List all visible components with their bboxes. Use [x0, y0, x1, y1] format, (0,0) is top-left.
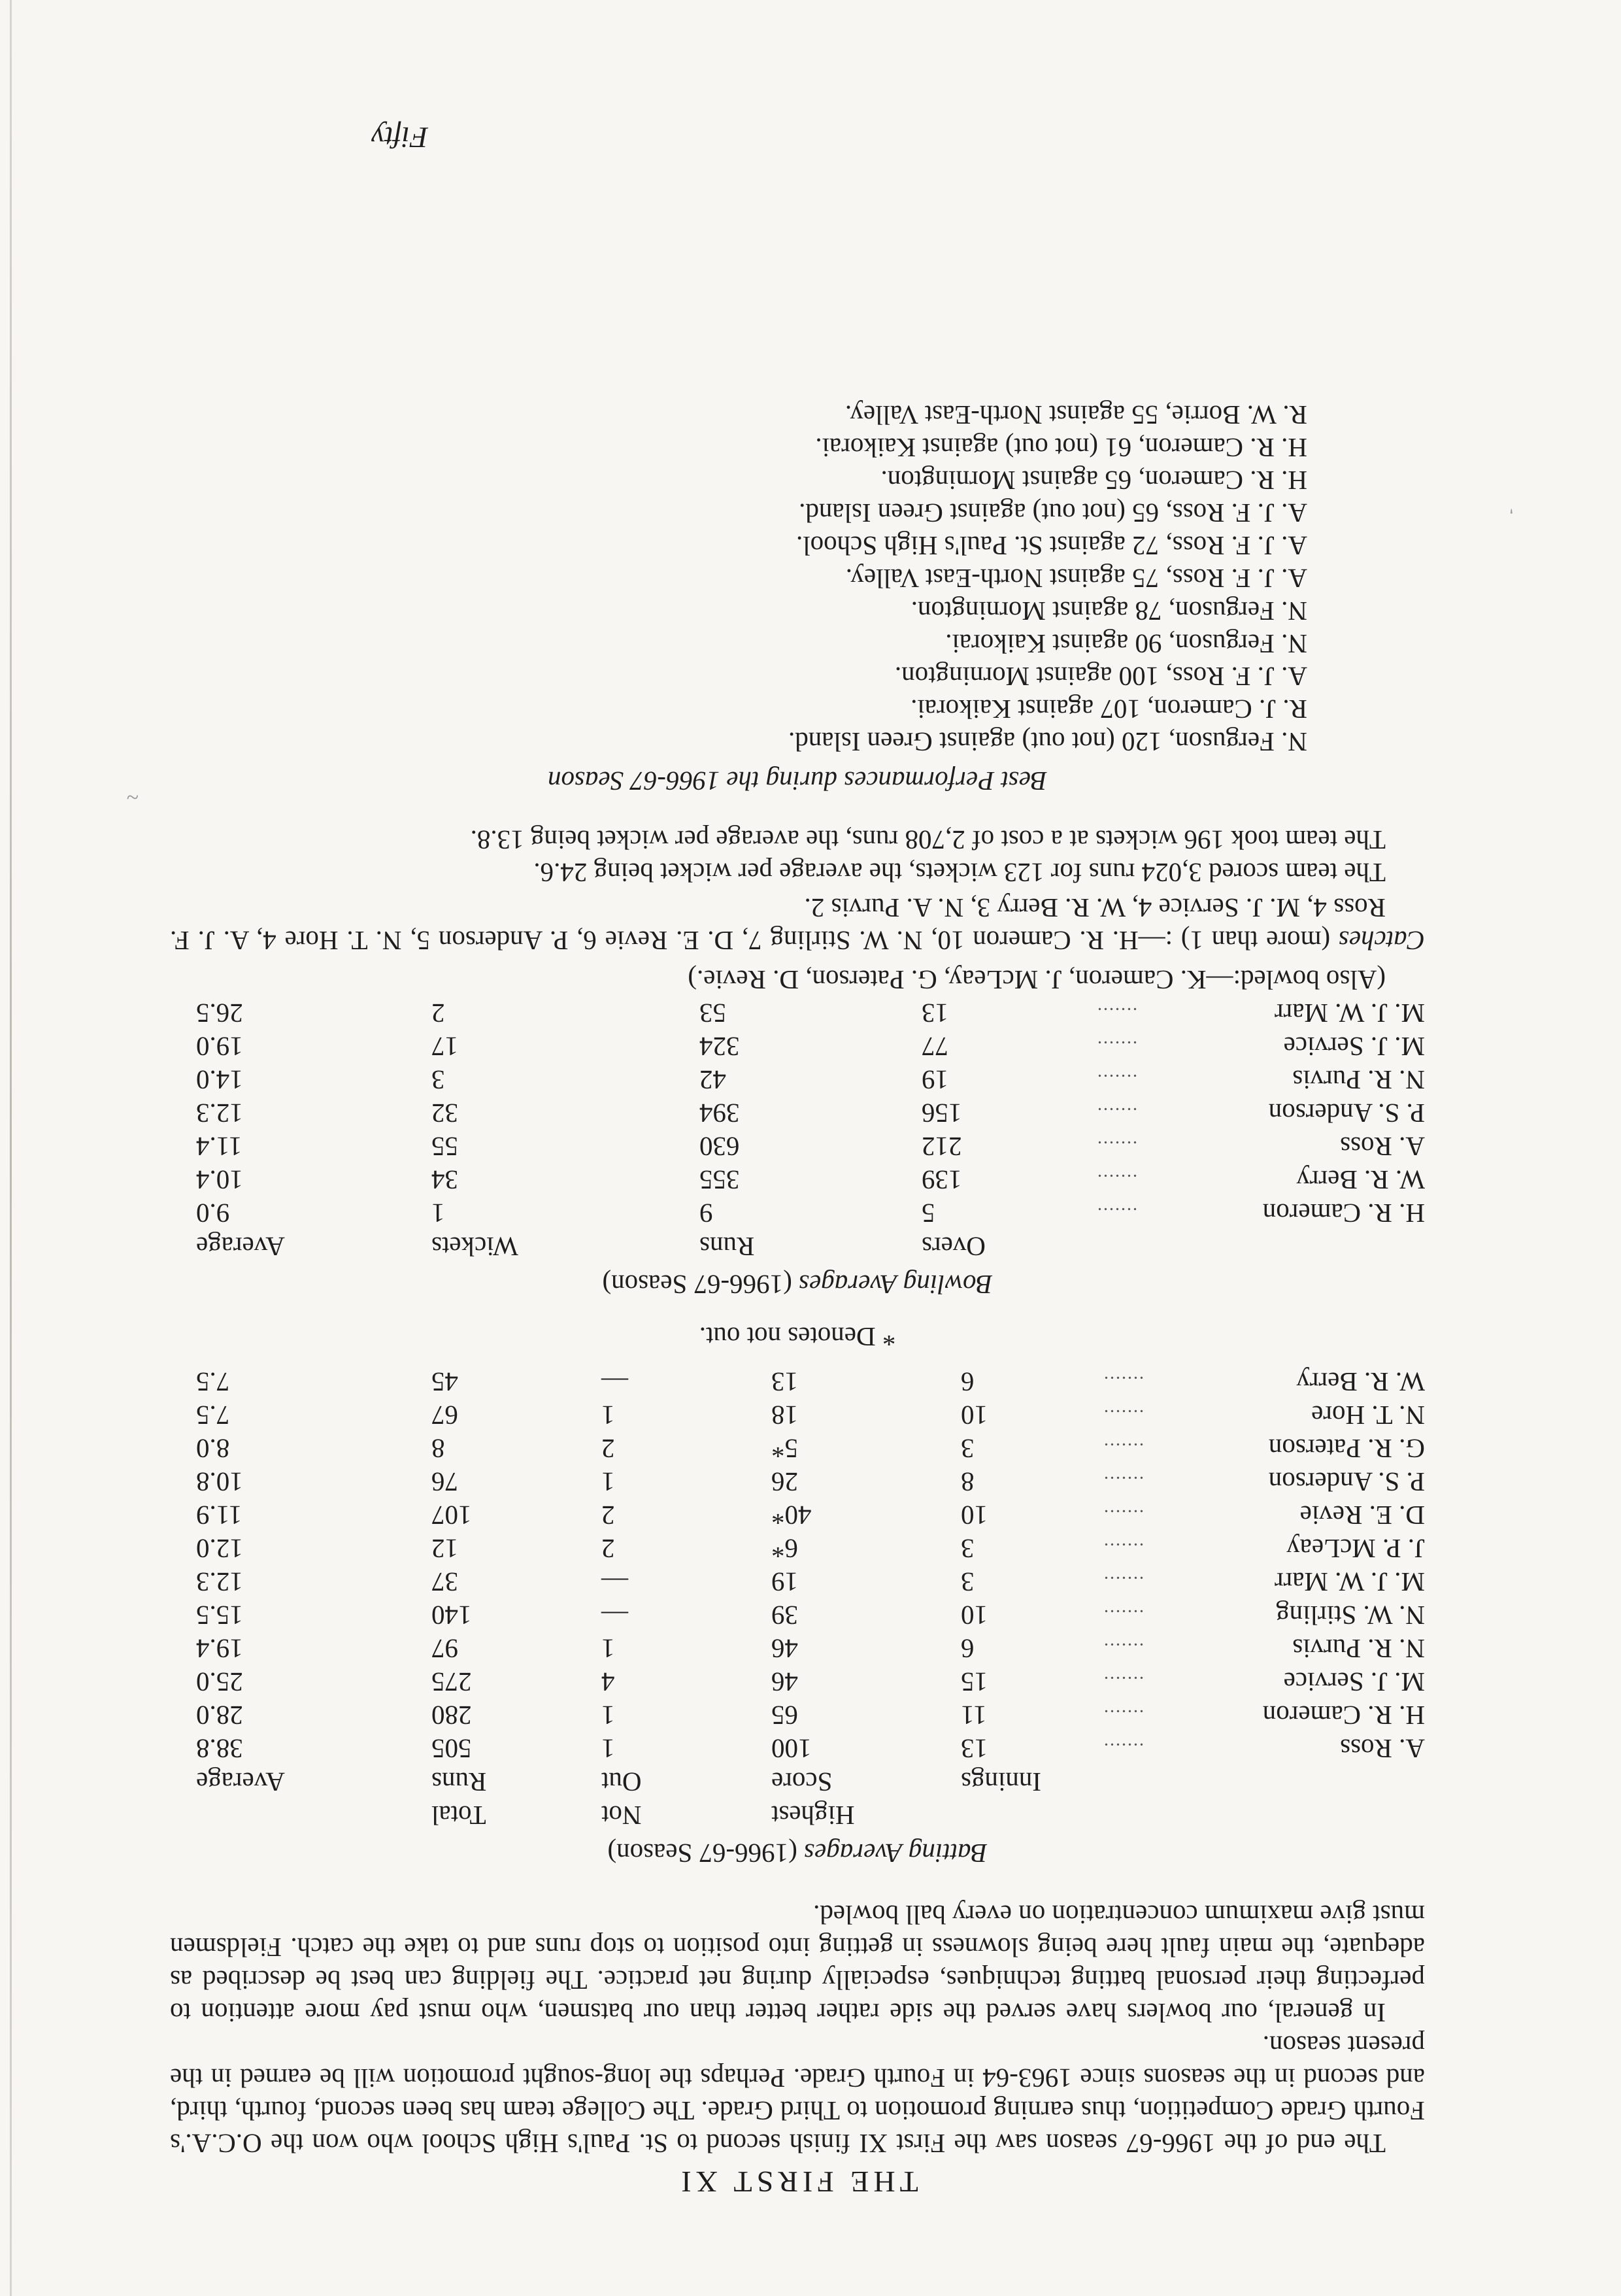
- batting-highest-score: 39: [771, 1600, 798, 1630]
- table-row: [170, 1432, 1425, 1465]
- bowling-overs: 5: [922, 1198, 935, 1228]
- batting-header-row: [170, 1798, 1425, 1832]
- table-row: [170, 1632, 1425, 1665]
- batting-average: 8.0: [196, 1434, 230, 1464]
- batting-average: 15.5: [196, 1600, 243, 1630]
- batting-innings: 10: [961, 1600, 988, 1630]
- batting-innings: 11: [961, 1700, 987, 1730]
- batting-highest-score: 26: [771, 1467, 798, 1497]
- bowling-player-name: W. R. Berry: [1296, 1165, 1425, 1195]
- bowling-header-row: [170, 1230, 1425, 1263]
- batting-heading-italic: Batting Averages: [804, 1838, 988, 1868]
- dot-leader: .......: [1103, 1406, 1144, 1426]
- best-performances-heading: [170, 765, 1425, 798]
- batting-average: 38.8: [196, 1734, 243, 1764]
- bowling-table: [170, 996, 1425, 1263]
- also-bowled: (Also bowled:—K. Cameron, J. McLeay, G. Paterson, D. Revie.): [688, 965, 1386, 995]
- dot-leader: .......: [1096, 1170, 1137, 1190]
- batting-average: 25.0: [196, 1667, 243, 1697]
- bowling-overs: 156: [922, 1098, 962, 1128]
- bowling-player-name: M. J. Service: [1283, 1032, 1425, 1062]
- bowling-wickets: 3: [431, 1065, 445, 1095]
- bowling-average: 14.0: [196, 1065, 243, 1095]
- dot-leader: .......: [1096, 1104, 1137, 1124]
- bowling-col-header: Runs: [699, 1232, 755, 1262]
- batting-player-name: N. T. Hore: [1311, 1400, 1425, 1430]
- batting-player-name: D. E. Revie: [1299, 1500, 1425, 1530]
- bowling-col-header: Overs: [922, 1232, 986, 1262]
- list-item: N. Ferguson, 120 (not out) against Green Island.: [788, 727, 1307, 757]
- dot-leader: .......: [1096, 1037, 1137, 1057]
- list-item: A. J. F. Ross, 72 against St. Paul's High School.: [795, 531, 1307, 561]
- batting-col-header: Runs: [431, 1767, 487, 1797]
- batting-not-out: 1: [601, 1734, 615, 1764]
- list-item: R. W. Borrie, 55 against North-East Valley.: [844, 400, 1307, 430]
- bowling-wickets: 32: [431, 1098, 458, 1128]
- bowling-heading: [170, 1268, 1425, 1301]
- bowling-average: 12.3: [196, 1098, 243, 1128]
- batting-total-runs: 280: [431, 1700, 472, 1730]
- bowling-average: 9.0: [196, 1198, 230, 1228]
- dot-leader: .......: [1103, 1472, 1144, 1493]
- bowling-player-name: A. Ross: [1340, 1132, 1425, 1162]
- batting-highest-score: 100: [771, 1734, 812, 1764]
- batting-innings: 6: [961, 1634, 975, 1664]
- batting-highest-score: 40*: [771, 1500, 812, 1530]
- dot-leader: .......: [1103, 1506, 1144, 1526]
- batting-average: 10.8: [196, 1467, 243, 1497]
- dot-leader: .......: [1103, 1639, 1144, 1659]
- bowling-runs: 9: [699, 1198, 713, 1228]
- batting-not-out: 2: [601, 1534, 615, 1564]
- batting-total-runs: 76: [431, 1467, 458, 1497]
- batting-heading: [170, 1837, 1425, 1870]
- batting-player-name: H. R. Cameron: [1262, 1700, 1425, 1730]
- batting-not-out: 1: [601, 1700, 615, 1730]
- bowling-overs: 212: [922, 1132, 962, 1162]
- batting-highest-score: 13: [771, 1367, 798, 1397]
- page-number: Fifty: [371, 121, 428, 154]
- list-item: H. R. Cameron, 61 (not out) against Kaikorai.: [815, 433, 1307, 463]
- batting-col-header: Total: [431, 1800, 486, 1831]
- bowling-average: 11.4: [196, 1132, 242, 1162]
- batting-highest-score: 5*: [771, 1434, 798, 1464]
- batting-innings: 10: [961, 1500, 988, 1530]
- bowling-player-name: N. R. Purvis: [1292, 1065, 1425, 1095]
- bowling-runs: 53: [699, 998, 726, 1028]
- margin-stray-mark: ': [1509, 496, 1513, 518]
- batting-col-header: Highest: [771, 1800, 855, 1831]
- best-performances-heading-text: Best Performances during the 1966-67 Season: [547, 766, 1048, 796]
- batting-player-name: W. R. Berry: [1296, 1367, 1425, 1397]
- bowling-runs: 630: [699, 1132, 740, 1162]
- catches-paragraph: [170, 892, 1425, 957]
- batting-innings: 13: [961, 1734, 988, 1764]
- table-row: [170, 1698, 1425, 1732]
- batting-not-out: —: [601, 1567, 628, 1597]
- table-row: [170, 1732, 1425, 1765]
- team-wickets-summary: The team took 196 wickets at a cost of 2,708 runs, the average per wicket being 13.8.: [470, 825, 1386, 855]
- batting-not-out: —: [601, 1600, 628, 1630]
- batting-total-runs: 37: [431, 1567, 458, 1597]
- batting-not-out: 1: [601, 1634, 615, 1664]
- batting-not-out: 2: [601, 1500, 615, 1530]
- batting-average: 12.3: [196, 1567, 243, 1597]
- table-row: [170, 1030, 1425, 1063]
- batting-total-runs: 275: [431, 1667, 472, 1697]
- batting-average: 19.4: [196, 1634, 243, 1664]
- bowling-runs: 324: [699, 1032, 740, 1062]
- table-row: [170, 1498, 1425, 1532]
- batting-total-runs: 107: [431, 1500, 472, 1530]
- table-row: [170, 996, 1425, 1030]
- list-item: A. J. F. Ross, 75 against North-East Valley.: [845, 564, 1307, 594]
- dot-leader: .......: [1103, 1606, 1144, 1626]
- batting-highest-score: 65: [771, 1700, 798, 1730]
- bowling-average: 19.0: [196, 1032, 243, 1062]
- dot-leader: .......: [1103, 1739, 1144, 1759]
- batting-innings: 3: [961, 1567, 975, 1597]
- batting-highest-score: 46: [771, 1667, 798, 1697]
- batting-table: [170, 1365, 1425, 1832]
- batting-average: 11.9: [196, 1500, 242, 1530]
- table-row: [170, 1565, 1425, 1598]
- list-item: H. R. Cameron, 65 against Mornington.: [880, 465, 1307, 496]
- table-row: [170, 1398, 1425, 1432]
- batting-highest-score: 18: [771, 1400, 798, 1430]
- batting-player-name: J. P. McLeay: [1286, 1534, 1425, 1564]
- batting-header-row: [170, 1765, 1425, 1798]
- batting-col-header: Average: [196, 1767, 285, 1797]
- bowling-runs: 42: [699, 1065, 726, 1095]
- batting-total-runs: 12: [431, 1534, 458, 1564]
- page-body: [170, 399, 1425, 2198]
- bowling-runs: 355: [699, 1165, 740, 1195]
- batting-col-header: Innings: [961, 1767, 1041, 1797]
- batting-not-out: 4: [601, 1667, 615, 1697]
- batting-innings: 10: [961, 1400, 988, 1430]
- bowling-wickets: 2: [431, 998, 445, 1028]
- batting-player-name: P. S. Anderson: [1268, 1467, 1425, 1497]
- batting-col-header: Not: [601, 1800, 642, 1831]
- list-item: A. J. F. Ross, 100 against Mornington.: [894, 662, 1307, 692]
- batting-player-name: M. J. W. Marr: [1274, 1567, 1425, 1597]
- batting-total-runs: 505: [431, 1734, 472, 1764]
- batting-player-name: A. Ross: [1340, 1734, 1425, 1764]
- table-row: [170, 1063, 1425, 1096]
- table-row: [170, 1465, 1425, 1498]
- bowling-wickets: 55: [431, 1132, 458, 1162]
- bowling-wickets: 1: [431, 1198, 445, 1228]
- dot-leader: .......: [1103, 1539, 1144, 1559]
- batting-innings: 15: [961, 1667, 988, 1697]
- batting-total-runs: 67: [431, 1400, 458, 1430]
- table-row: [170, 1196, 1425, 1230]
- batting-footnote: * Denotes not out.: [699, 1322, 896, 1352]
- batting-average: 7.5: [196, 1400, 230, 1430]
- dot-leader: .......: [1103, 1672, 1144, 1693]
- bowling-player-name: P. S. Anderson: [1268, 1098, 1425, 1128]
- dot-leader: .......: [1096, 1004, 1137, 1024]
- table-row: [170, 1665, 1425, 1698]
- batting-heading-season: (1966-67 Season): [607, 1838, 797, 1868]
- batting-average: 28.0: [196, 1700, 243, 1730]
- bowling-heading-season: (1966-67 Season): [602, 1270, 792, 1300]
- list-item: N. Ferguson, 90 against Kaikorai.: [945, 629, 1307, 659]
- list-item: R. J. Cameron, 107 against Kaikorai.: [911, 694, 1307, 724]
- bowling-overs: 139: [922, 1165, 962, 1195]
- intro-paragraph-1: The end of the 1966-67 season saw the First XI finish second to St. Paul's High School who won the O.C.A.'s Fourth Grade Competition, thus earning promotion to Third Grade. The College team has been second, fourth, third, and second in the seasons since 1963-64 in Fourth Grade. Perhaps the long-sought promotion will be earned in the present season.: [170, 2031, 1425, 2159]
- best-performances-list: [170, 399, 1425, 758]
- batting-total-runs: 140: [431, 1600, 472, 1630]
- table-row: [170, 1130, 1425, 1163]
- batting-highest-score: 6*: [771, 1534, 798, 1564]
- bowling-col-header: Average: [196, 1232, 285, 1262]
- bowling-player-name: H. R. Cameron: [1262, 1198, 1425, 1228]
- batting-player-name: G. R. Paterson: [1268, 1434, 1425, 1464]
- dot-leader: .......: [1103, 1372, 1144, 1393]
- batting-average: 12.0: [196, 1534, 243, 1564]
- page-title: THE FIRST XI: [677, 2165, 918, 2199]
- batting-player-name: N. W. Stirling: [1276, 1600, 1425, 1630]
- table-row: [170, 1096, 1425, 1130]
- bowling-wickets: 17: [431, 1032, 458, 1062]
- catches-label: Catches: [1338, 926, 1425, 956]
- bowling-wickets: 34: [431, 1165, 458, 1195]
- batting-player-name: N. R. Purvis: [1292, 1634, 1425, 1664]
- dot-leader: .......: [1096, 1204, 1137, 1224]
- bowling-runs: 394: [699, 1098, 740, 1128]
- batting-innings: 8: [961, 1467, 975, 1497]
- batting-highest-score: 19: [771, 1567, 798, 1597]
- batting-average: 7.5: [196, 1367, 230, 1397]
- batting-innings: 6: [961, 1367, 975, 1397]
- table-row: [170, 1598, 1425, 1632]
- bowling-col-header: Wickets: [431, 1232, 518, 1262]
- bowling-heading-italic: Bowling Averages: [799, 1270, 993, 1300]
- batting-innings: 3: [961, 1534, 975, 1564]
- list-item: A. J. F. Ross, 65 (not out) against Green Island.: [799, 498, 1307, 528]
- dot-leader: .......: [1096, 1137, 1137, 1157]
- batting-highest-score: 46: [771, 1634, 798, 1664]
- batting-total-runs: 97: [431, 1634, 458, 1664]
- intro-paragraph-2: In general, our bowlers have served the side rather better than our batsmen, who must pay more attention to perfecting their personal batting techniques, especially during net practice. The fielding can best be described as adequate, the main fault here being slowness in getting into position to stop runs and to take the catch. Fieldsmen must give maximum concentration on every ball bowled.: [170, 1900, 1425, 2028]
- table-row: [170, 1163, 1425, 1196]
- dot-leader: .......: [1103, 1439, 1144, 1459]
- bowling-overs: 13: [922, 998, 948, 1028]
- bowling-overs: 19: [922, 1065, 948, 1095]
- batting-col-header: Out: [601, 1767, 642, 1797]
- batting-innings: 3: [961, 1434, 975, 1464]
- dot-leader: .......: [1103, 1572, 1144, 1593]
- margin-tick-mark: ~: [126, 785, 139, 809]
- bowling-average: 10.4: [196, 1165, 243, 1195]
- batting-total-runs: 8: [431, 1434, 445, 1464]
- batting-col-header: Score: [771, 1767, 833, 1797]
- team-runs-summary: The team scored 3,024 runs for 123 wickets, the average per wicket being 24.6.: [533, 858, 1386, 888]
- bowling-player-name: M. J. W. Marr: [1274, 998, 1425, 1028]
- catches-text: (more than 1) :—H. R. Cameron 10, N. W. Stirling 7, D. E. Revie 6, P. Anderson 5, N. T. Hore 4, A. J. F. Ross 4, M. J. Service 4, W. R. Berry 3, N. A. Purvis 2.: [170, 893, 1386, 956]
- bowling-overs: 77: [922, 1032, 948, 1062]
- page-gutter-line: [10, 0, 12, 2296]
- dot-leader: .......: [1103, 1706, 1144, 1726]
- table-row: [170, 1532, 1425, 1565]
- batting-not-out: 1: [601, 1467, 615, 1497]
- list-item: N. Ferguson, 78 against Mornington.: [911, 596, 1307, 626]
- dot-leader: .......: [1096, 1070, 1137, 1090]
- bowling-average: 26.5: [196, 998, 243, 1028]
- batting-not-out: 2: [601, 1434, 615, 1464]
- batting-player-name: M. J. Service: [1283, 1667, 1425, 1697]
- table-row: [170, 1365, 1425, 1398]
- batting-not-out: —: [601, 1367, 628, 1397]
- batting-not-out: 1: [601, 1400, 615, 1430]
- batting-total-runs: 45: [431, 1367, 458, 1397]
